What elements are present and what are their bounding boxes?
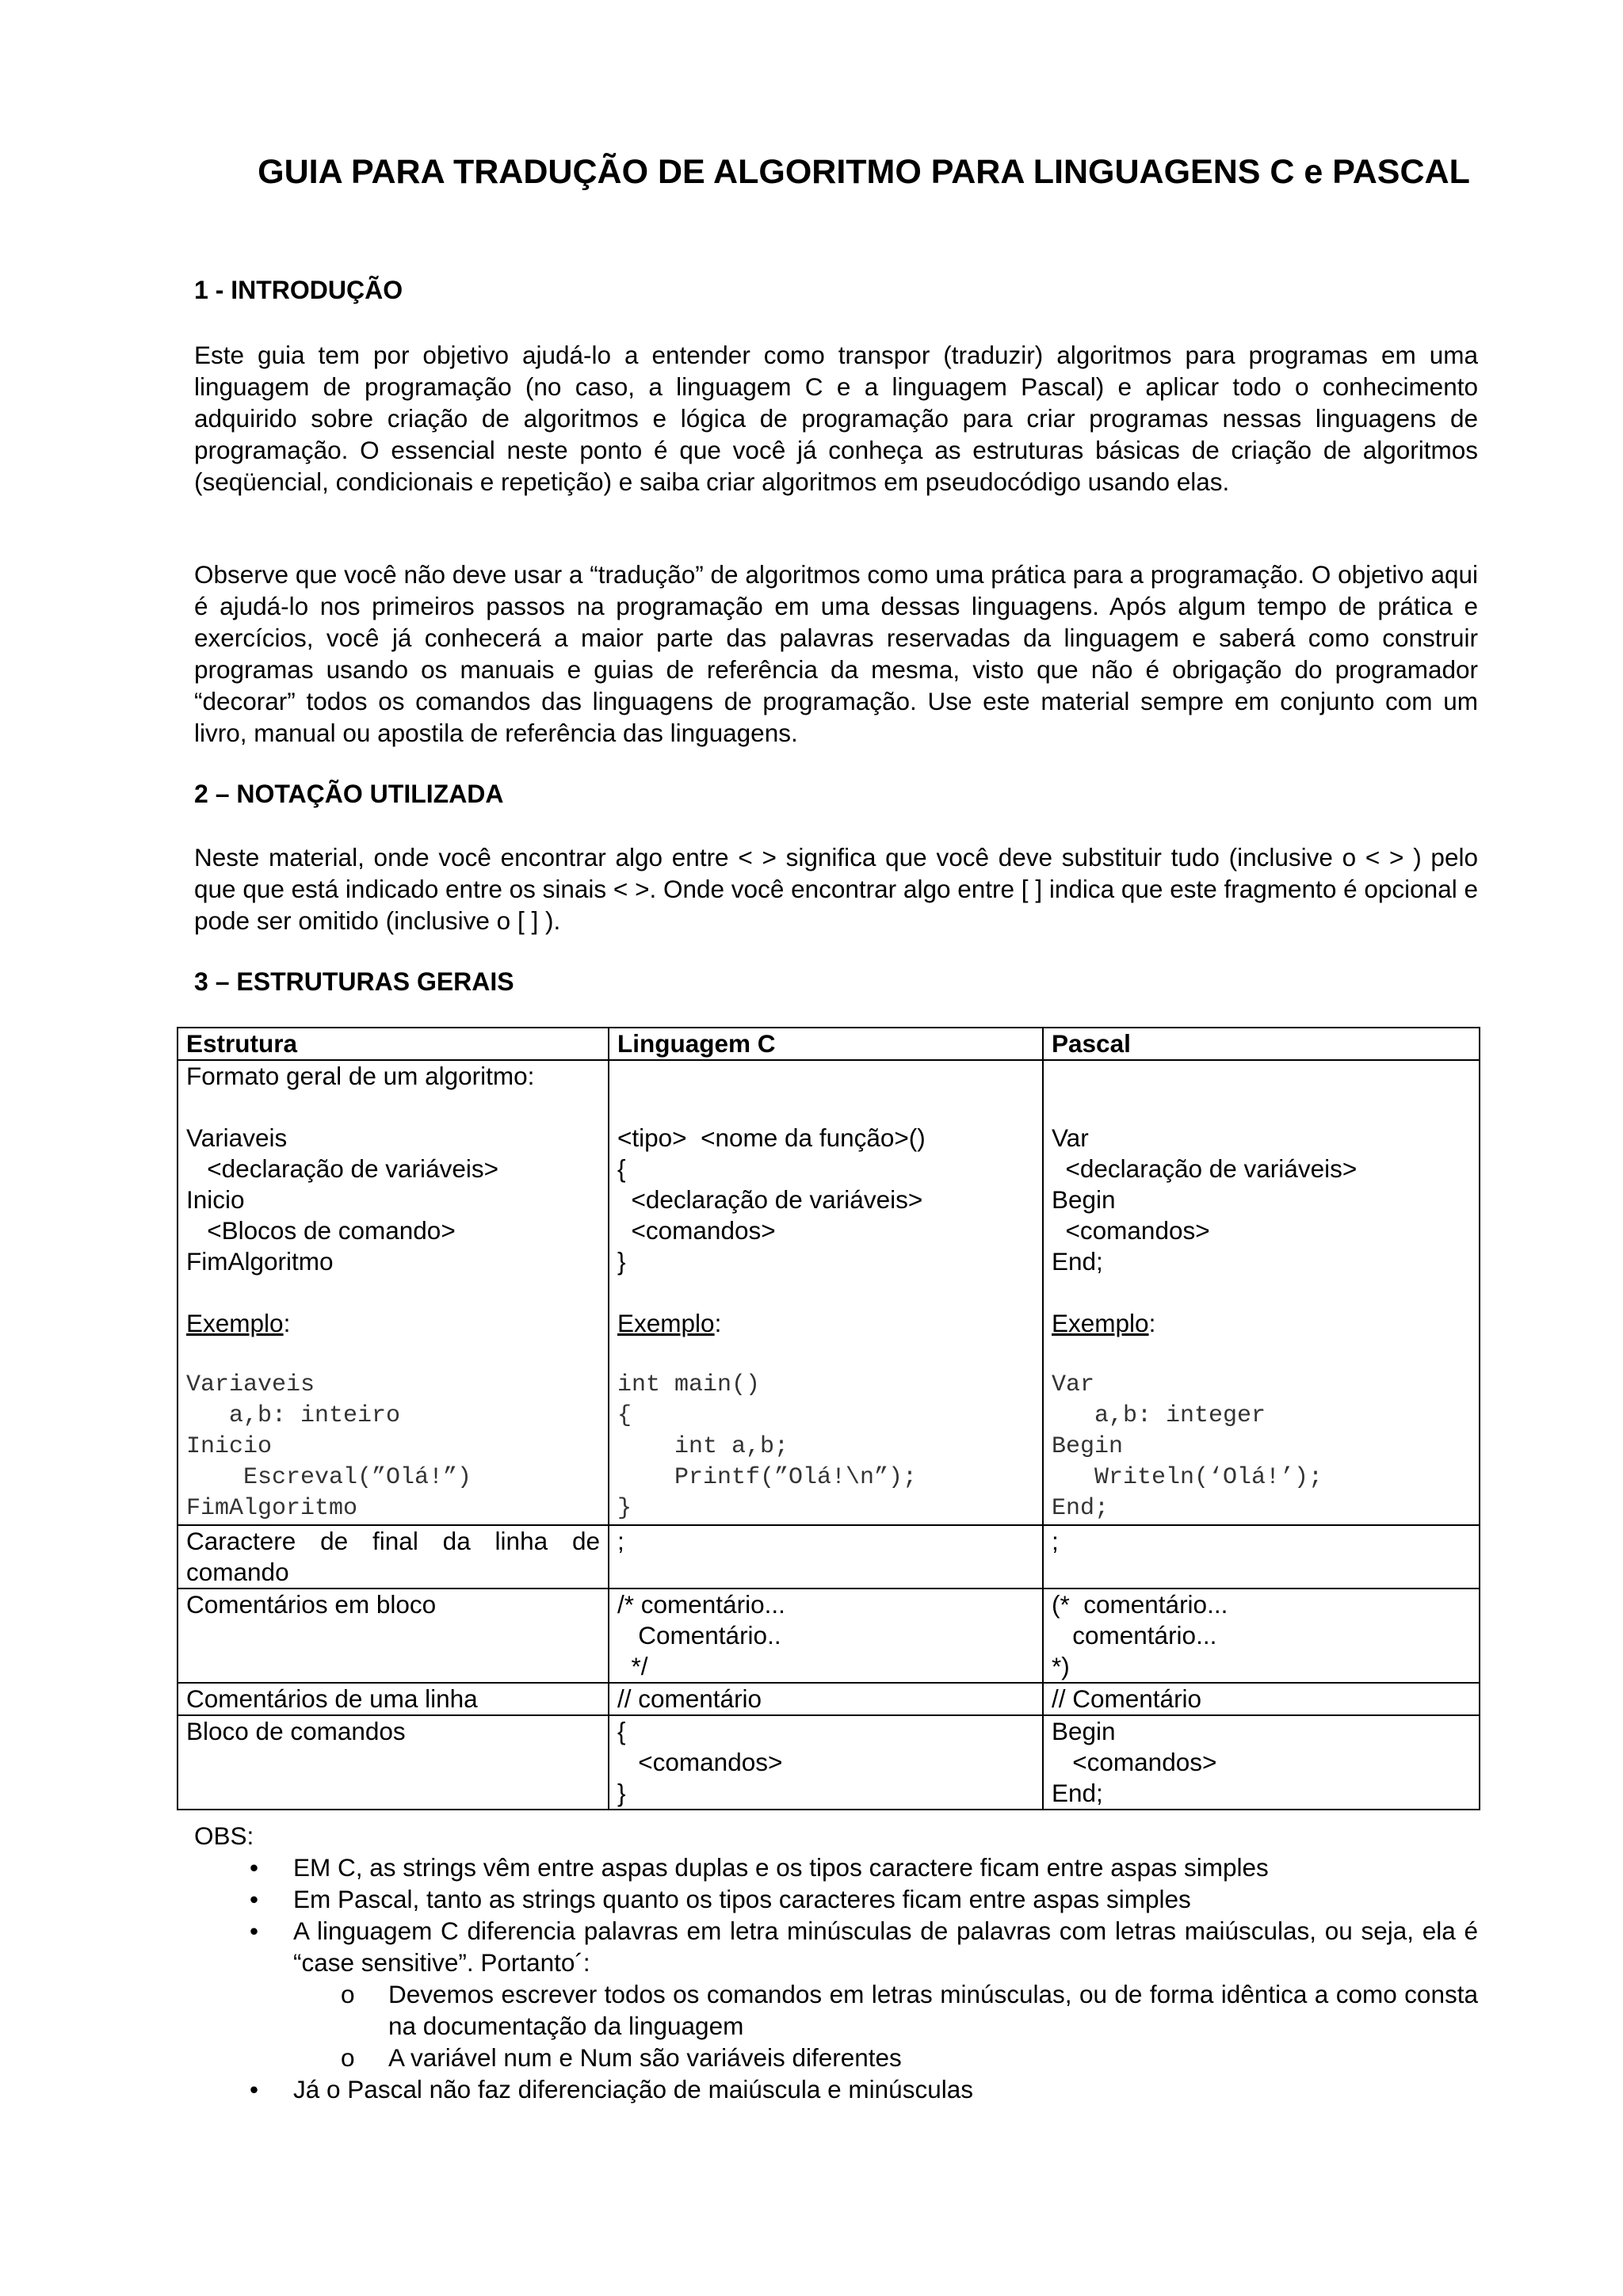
sub-bullet-icon: o — [341, 1980, 355, 2008]
obs-bullet-list — [194, 1852, 1478, 2105]
list-item: o Devemos escrever todos os comandos em letras minúsculas, ou de forma idêntica a como consta na documentação da linguagem — [341, 1980, 1478, 2040]
bullet-icon: • — [250, 1885, 259, 1913]
format-general-pascal: Var <declaração de variáveis> Begin <comandos> End; — [1052, 1123, 1358, 1276]
cell-final-linha: Caractere de final da linha de comando — [178, 1525, 609, 1589]
paragraph-intro-2: Observe que você não deve usar a “tradução” de algoritmos como uma prática para a programação. O objetivo aqui é ajudá-lo nos primeiros passos na programação em uma dessas linguagens. Após algum tempo de prática e exercícios, você já conhecerá a maior parte das palavras reservadas da linguagem e saberá como construir programas usando os manuais e guias de referência da mesma, visto que não é obrigação do programador “decorar” todos os comandos das linguagens de programação. Use este material sempre em conjunto com um livro, manual ou apostila de referência das linguagens. — [194, 560, 1478, 747]
format-general-c: <tipo> <nome da função>() { <declaração de variáveis> <comandos> } — [617, 1123, 926, 1276]
cell-bloco-comandos: Bloco de comandos — [178, 1715, 609, 1810]
cell-formato-c — [609, 1060, 1043, 1525]
example-code-c: int main() { int a,b; Printf(”Olá!\n”); } — [617, 1371, 918, 1522]
cell-comentarios-bloco-c: /* comentário... Comentário.. */ — [609, 1589, 1043, 1683]
cell-comentarios-bloco: Comentários em bloco — [178, 1589, 609, 1683]
example-code-pseudocode: Variaveis a,b: inteiro Inicio Escreval(”Olá!”) FimAlgoritmo — [186, 1371, 472, 1522]
structures-table — [177, 1027, 1480, 1810]
header-pascal: Pascal — [1043, 1028, 1480, 1060]
cell-bloco-comandos-c: { <comandos> } — [609, 1715, 1043, 1810]
list-item: • Em Pascal, tanto as strings quanto os tipos caracteres ficam entre aspas simples — [250, 1885, 1191, 1913]
cell-comentarios-bloco-pascal: (* comentário... comentário... *) — [1043, 1589, 1480, 1683]
table-row — [178, 1525, 1480, 1589]
example-heading: Exemplo: — [1052, 1309, 1156, 1337]
section-heading-introducao: 1 - INTRODUÇÃO — [194, 276, 403, 304]
obs-label: OBS: — [194, 1821, 254, 1850]
table-row — [178, 1715, 1480, 1810]
format-general-pseudocode: Formato geral de um algoritmo: Variaveis <declaração de variáveis> Inicio <Blocos de comando> FimAlgoritmo — [186, 1062, 535, 1276]
list-item: • EM C, as strings vêm entre aspas duplas e os tipos caractere ficam entre aspas simples — [250, 1853, 1269, 1882]
table-row — [178, 1060, 1480, 1525]
table-row — [178, 1683, 1480, 1715]
list-item: • Já o Pascal não faz diferenciação de maiúscula e minúsculas — [250, 2075, 973, 2103]
cell-formato-geral — [178, 1060, 609, 1525]
cell-formato-pascal — [1043, 1060, 1480, 1525]
header-estrutura: Estrutura — [178, 1028, 609, 1060]
list-item: • A linguagem C diferencia palavras em letra minúsculas de palavras com letras maiúsculas, ou seja, ela é “case sensitive”. Portanto´: o Devemos escrever todos os comandos em letras minúsculas, ou de forma idêntica a como consta na documentação da linguagem o A variável num e Num são variáveis diferentes — [194, 1915, 1478, 2073]
list-item: o A variável num e Num são variáveis diferentes — [341, 2043, 902, 2072]
table-header-row — [178, 1028, 1480, 1060]
table-row — [178, 1589, 1480, 1683]
cell-comentarios-linha-pascal: // Comentário — [1043, 1683, 1480, 1715]
bullet-icon: • — [250, 1917, 259, 1945]
section-heading-notacao: 2 – NOTAÇÃO UTILIZADA — [194, 780, 504, 808]
obs-sub-list — [293, 1978, 1478, 2073]
example-heading: Exemplo: — [186, 1309, 291, 1337]
bullet-icon: • — [250, 1853, 259, 1882]
bullet-icon: • — [250, 2075, 259, 2103]
cell-final-linha-pascal: ; — [1043, 1525, 1480, 1589]
section-heading-estruturas: 3 – ESTRUTURAS GERAIS — [194, 967, 514, 996]
paragraph-intro-1: Este guia tem por objetivo ajudá-lo a entender como transpor (traduzir) algoritmos para programas em uma linguagem de programação (no caso, a linguagem C e a linguagem Pascal) e aplicar todo o conhecimento adquirido sobre criação de algoritmos e lógica de programação para criar programas nessas linguagens de programação. O essencial neste ponto é que você já conheça as estruturas básicas de criação de algoritmos (seqüencial, condicionais e repetição) e saiba criar algoritmos em pseudocódigo usando elas. — [194, 341, 1478, 496]
header-linguagem-c: Linguagem C — [609, 1028, 1043, 1060]
cell-comentarios-linha-c: // comentário — [609, 1683, 1043, 1715]
example-heading: Exemplo: — [617, 1309, 722, 1337]
cell-final-linha-c: ; — [609, 1525, 1043, 1589]
cell-comentarios-linha: Comentários de uma linha — [178, 1683, 609, 1715]
example-code-pascal: Var a,b: integer Begin Writeln(‘Olá!’); End; — [1052, 1371, 1323, 1522]
document-title: GUIA PARA TRADUÇÃO DE ALGORITMO PARA LINGUAGENS C e PASCAL — [258, 153, 1470, 191]
paragraph-notation: Neste material, onde você encontrar algo entre < > significa que você deve substituir tudo (inclusive o < > ) pelo que que está indicado entre os sinais < >. Onde você encontrar algo entre [ ] indica que este fragmento é opcional e pode ser omitido (inclusive o [ ] ). — [194, 843, 1478, 935]
cell-bloco-comandos-pascal: Begin <comandos> End; — [1043, 1715, 1480, 1810]
sub-bullet-icon: o — [341, 2043, 355, 2072]
